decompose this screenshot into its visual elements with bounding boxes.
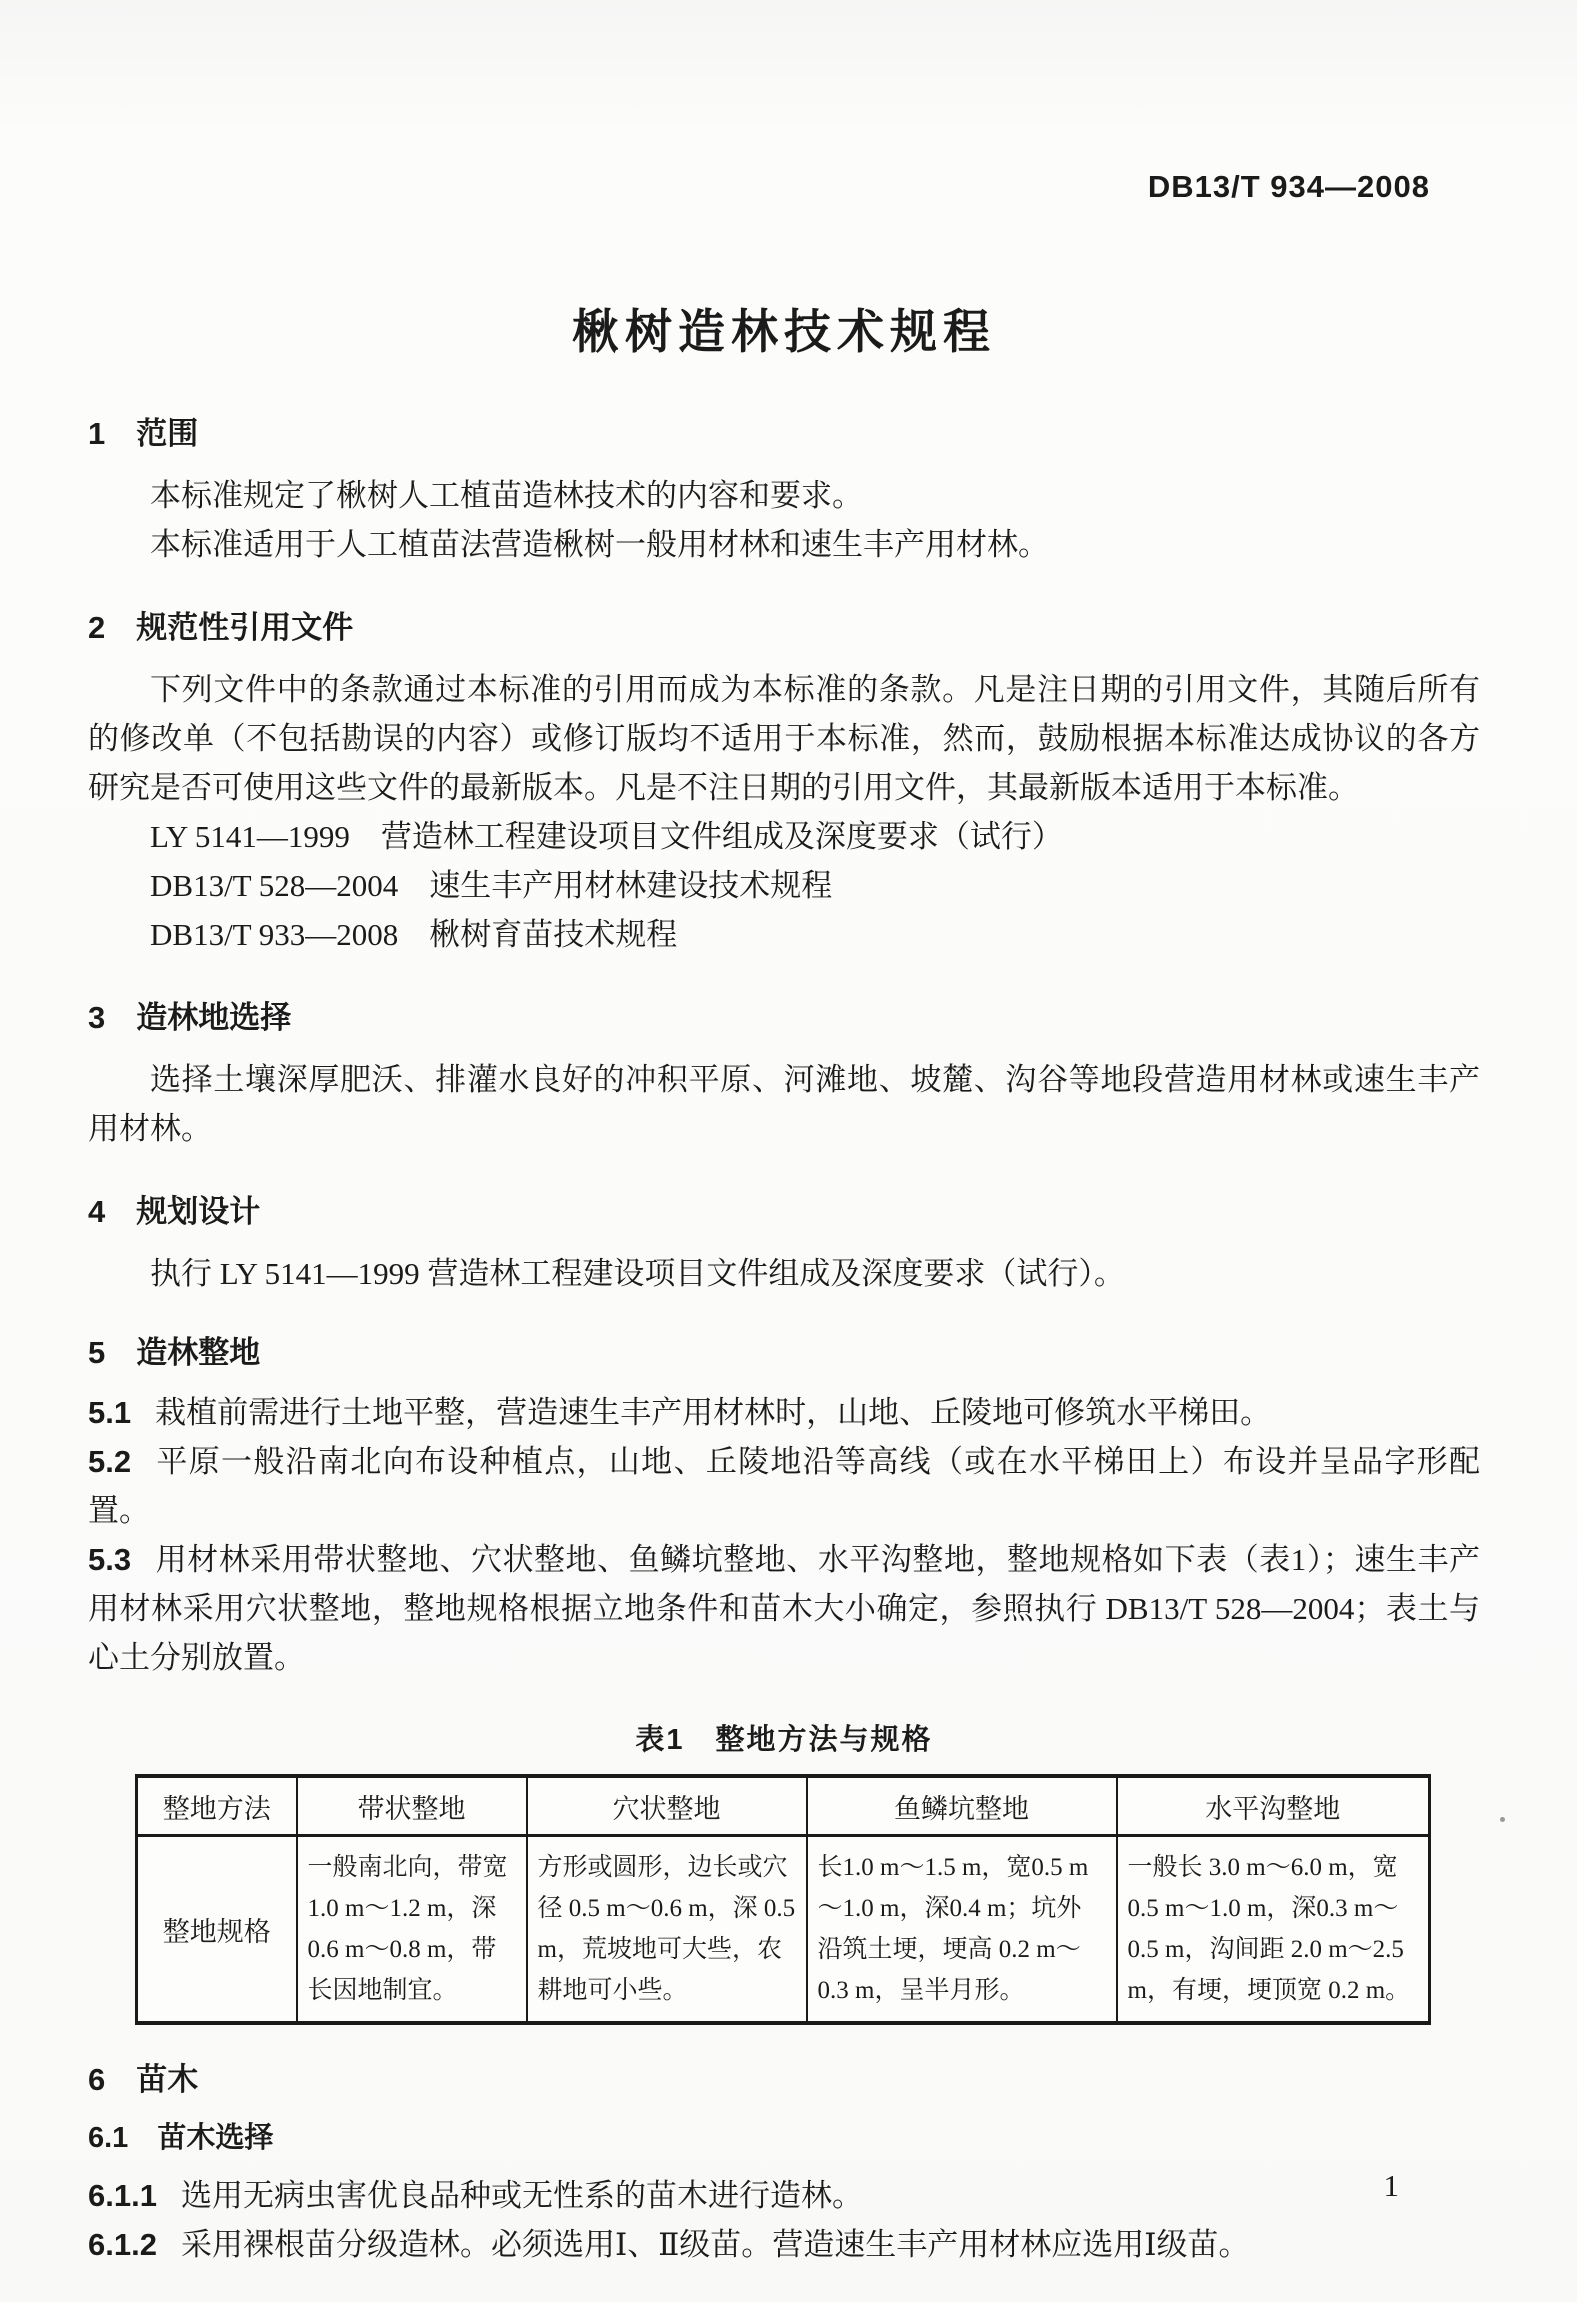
site-paragraph: 选择土壤深厚肥沃、排灌水良好的冲积平原、河滩地、坡麓、沟谷等地段营造用材林或速生丰产用材林。 xyxy=(88,1062,1480,1146)
table-cell-trench: 一般长 3.0 m～6.0 m，宽 0.5 m～1.0 m，深0.3 m～0.5 m，沟间距 2.0 m～2.5 m，有埂，埂顶宽 0.2 m。 xyxy=(1117,1836,1430,2024)
clause-6-1-1 xyxy=(88,2171,1480,2220)
table-header-cell: 整地方法 xyxy=(137,1776,297,1836)
clause-text: 栽植前需进行土地平整，营造速生丰产用材林时，山地、丘陵地可修筑水平梯田。 xyxy=(155,1395,1272,1430)
clause-number: 5.1 xyxy=(88,1395,132,1430)
table-header-cell: 鱼鳞坑整地 xyxy=(807,1776,1117,1836)
table-row xyxy=(137,1836,1430,2024)
table-cell-pit: 方形或圆形，边长或穴径 0.5 m～0.6 m，深 0.5 m，荒坡地可大些，农耕地可小些。 xyxy=(527,1836,807,2024)
reference-item: LY 5141—1999 营造林工程建设项目文件组成及深度要求（试行） xyxy=(150,819,1063,854)
table-header-row xyxy=(137,1776,1430,1836)
table-header-cell: 水平沟整地 xyxy=(1117,1776,1430,1836)
section-land-prep-heading: 5 造林整地 xyxy=(88,1335,261,1370)
table-wrapper xyxy=(88,1774,1480,2025)
page-number: 1 xyxy=(1383,2168,1399,2203)
section-land-prep xyxy=(88,1334,1480,1682)
section-seedlings xyxy=(88,2061,1480,2269)
section-planning xyxy=(88,1193,1480,1298)
clause-text: 平原一般沿南北向布设种植点，山地、丘陵地沿等高线（或在水平梯田上）布设并呈品字形配置。 xyxy=(88,1444,1480,1528)
clause-number: 6.1.2 xyxy=(88,2227,157,2262)
clause-text: 采用裸根苗分级造林。必须选用Ⅰ、Ⅱ级苗。营造速生丰产用材林应选用Ⅰ级苗。 xyxy=(180,2227,1250,2262)
doc-number: DB13/T 934—2008 xyxy=(1147,169,1430,204)
doc-title: 楸树造林技术规程 xyxy=(572,305,996,358)
section-planning-heading: 4 规划设计 xyxy=(88,1194,261,1229)
seedling-selection-subheading: 6.1 苗木选择 xyxy=(88,2122,274,2154)
scan-speck xyxy=(1500,1817,1505,1822)
land-prep-clauses xyxy=(88,1388,1480,1682)
clause-6-1-2 xyxy=(88,2220,1480,2269)
table-cell-fishscale: 长1.0 m～1.5 m，宽0.5 m～1.0 m，深0.4 m；坑外沿筑土埂，埂高 0.2 m～0.3 m，呈半月形。 xyxy=(807,1836,1117,2024)
table-header-cell: 带状整地 xyxy=(297,1776,527,1836)
clause-number: 5.2 xyxy=(88,1444,132,1479)
table-caption: 表1 整地方法与规格 xyxy=(635,1724,933,1756)
seedling-clauses xyxy=(88,2171,1480,2269)
table-cell-strip: 一般南北向，带宽 1.0 m～1.2 m，深 0.6 m～0.8 m，带长因地制宜。 xyxy=(297,1836,527,2024)
reference-item: DB13/T 528—2004 速生丰产用材林建设技术规程 xyxy=(150,868,833,903)
clause-number: 6.1.1 xyxy=(88,2178,157,2213)
section-scope-heading: 1 范围 xyxy=(88,416,199,451)
land-prep-table xyxy=(135,1774,1431,2025)
clause-5-2 xyxy=(88,1437,1480,1535)
section-normative-refs xyxy=(88,609,1480,959)
section-scope xyxy=(88,415,1480,569)
reference-item: DB13/T 933—2008 楸树育苗技术规程 xyxy=(150,917,678,952)
clause-5-3 xyxy=(88,1535,1480,1682)
table-header-cell: 穴状整地 xyxy=(527,1776,807,1836)
table-row-label: 整地规格 xyxy=(137,1836,297,2024)
clause-text: 用材林采用带状整地、穴状整地、鱼鳞坑整地、水平沟整地，整地规格如下表（表1）；速生丰产用材林采用穴状整地，整地规格根据立地条件和苗木大小确定，参照执行 DB13/T 528—2004；表土与心土分别放置。 xyxy=(88,1542,1480,1675)
section-refs-heading: 2 规范性引用文件 xyxy=(88,610,354,645)
section-site-heading: 3 造林地选择 xyxy=(88,1000,292,1035)
section-seedlings-heading: 6 苗木 xyxy=(88,2062,199,2097)
clause-text: 选用无病虫害优良品种或无性系的苗木进行造林。 xyxy=(180,2178,863,2213)
planning-paragraph: 执行 LY 5141—1999 营造林工程建设项目文件组成及深度要求（试行）。 xyxy=(150,1256,1125,1291)
scope-paragraph-1: 本标准规定了楸树人工植苗造林技术的内容和要求。 xyxy=(150,478,863,513)
refs-intro-paragraph: 下列文件中的条款通过本标准的引用而成为本标准的条款。凡是注日期的引用文件，其随后所有的修改单（不包括勘误的内容）或修订版均不适用于本标准，然而，鼓励根据本标准达成协议的各方研究是否可使用这些文件的最新版本。凡是不注日期的引用文件，其最新版本适用于本标准。 xyxy=(88,672,1480,805)
clause-number: 5.3 xyxy=(88,1542,132,1577)
scope-paragraph-2: 本标准适用于人工植苗法营造楸树一般用材林和速生丰产用材林。 xyxy=(150,527,1049,562)
section-site-selection xyxy=(88,999,1480,1153)
clause-5-1 xyxy=(88,1388,1480,1437)
